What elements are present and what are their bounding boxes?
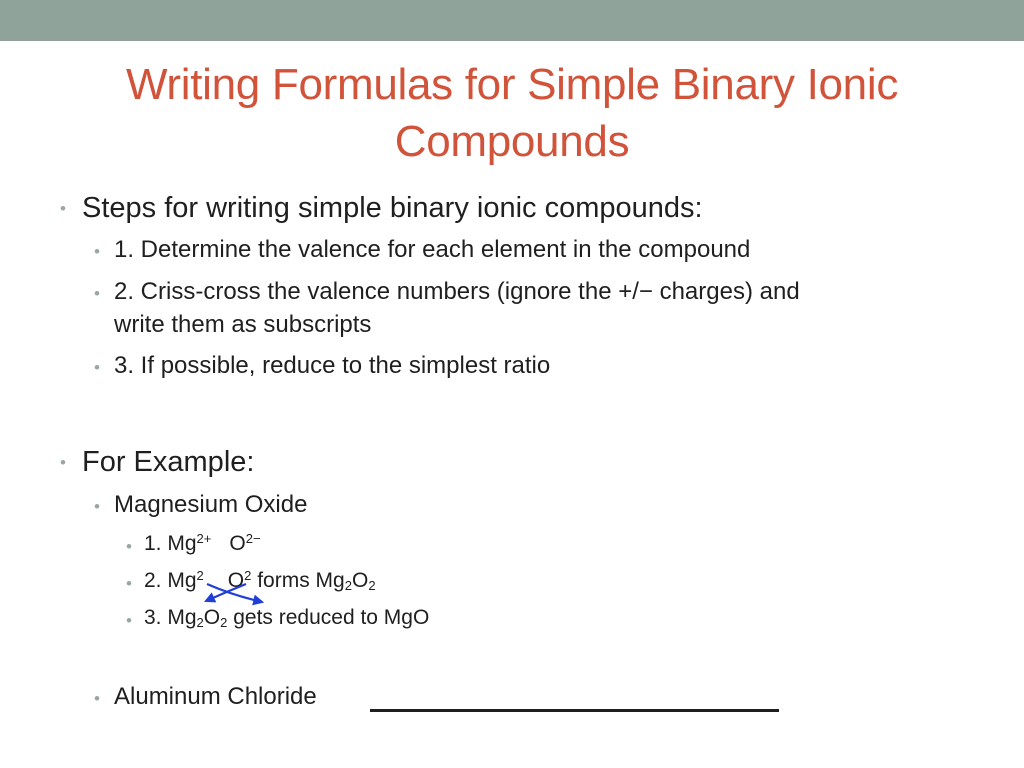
o-charge: 2−	[245, 530, 261, 546]
steps-heading: Steps for writing simple binary ionic compounds:	[82, 192, 703, 224]
example-heading: For Example:	[82, 446, 255, 478]
forms-text: forms Mg	[251, 569, 345, 592]
bullet-dot: •	[94, 358, 100, 377]
example-step-3	[144, 606, 429, 630]
step-2-line-1: 2. Criss-cross the valence numbers (ignore the +/− charges) and	[114, 278, 800, 305]
example-step-1	[144, 532, 261, 556]
mg-text: 2. Mg	[144, 569, 197, 592]
reduced-text: gets reduced to MgO	[227, 606, 430, 629]
bullet-dot: •	[60, 199, 66, 218]
o-text: O	[351, 569, 369, 592]
top-banner	[0, 0, 1024, 41]
o-text: O	[227, 569, 245, 592]
step-2-line-2: write them as subscripts	[114, 311, 372, 338]
step-3: 3. If possible, reduce to the simplest ratio	[114, 352, 551, 379]
mg-text: 1. Mg	[144, 532, 197, 555]
title-line-2: Compounds	[394, 117, 630, 166]
bullet-dot: •	[126, 537, 132, 556]
mg-text: 3. Mg	[144, 606, 197, 629]
mg-charge: 2+	[196, 530, 212, 546]
bullet-dot: •	[60, 453, 66, 472]
mg-subscript: 2	[344, 578, 352, 594]
bullet-dot: •	[94, 284, 100, 303]
example-step-2	[144, 569, 376, 593]
example-1-name: Magnesium Oxide	[114, 491, 308, 518]
example-2-name: Aluminum Chloride	[114, 683, 317, 710]
answer-blank-line	[370, 709, 779, 712]
bullet-dot: •	[94, 689, 100, 708]
bullet-dot: •	[94, 497, 100, 516]
mg-number: 2	[196, 567, 204, 583]
step-1: 1. Determine the valence for each element in the compound	[114, 236, 751, 263]
bullet-dot: •	[126, 611, 132, 630]
o-text: O	[203, 606, 221, 629]
bullet-dot: •	[94, 242, 100, 261]
o-text: O	[229, 532, 246, 555]
o-subscript: 2	[368, 578, 376, 594]
bullet-dot: •	[126, 574, 132, 593]
title-line-1: Writing Formulas for Simple Binary Ionic	[125, 60, 899, 109]
slide-title	[60, 56, 964, 170]
o-number: 2	[244, 567, 252, 583]
o-subscript: 2	[220, 615, 228, 631]
mg-subscript: 2	[196, 615, 204, 631]
